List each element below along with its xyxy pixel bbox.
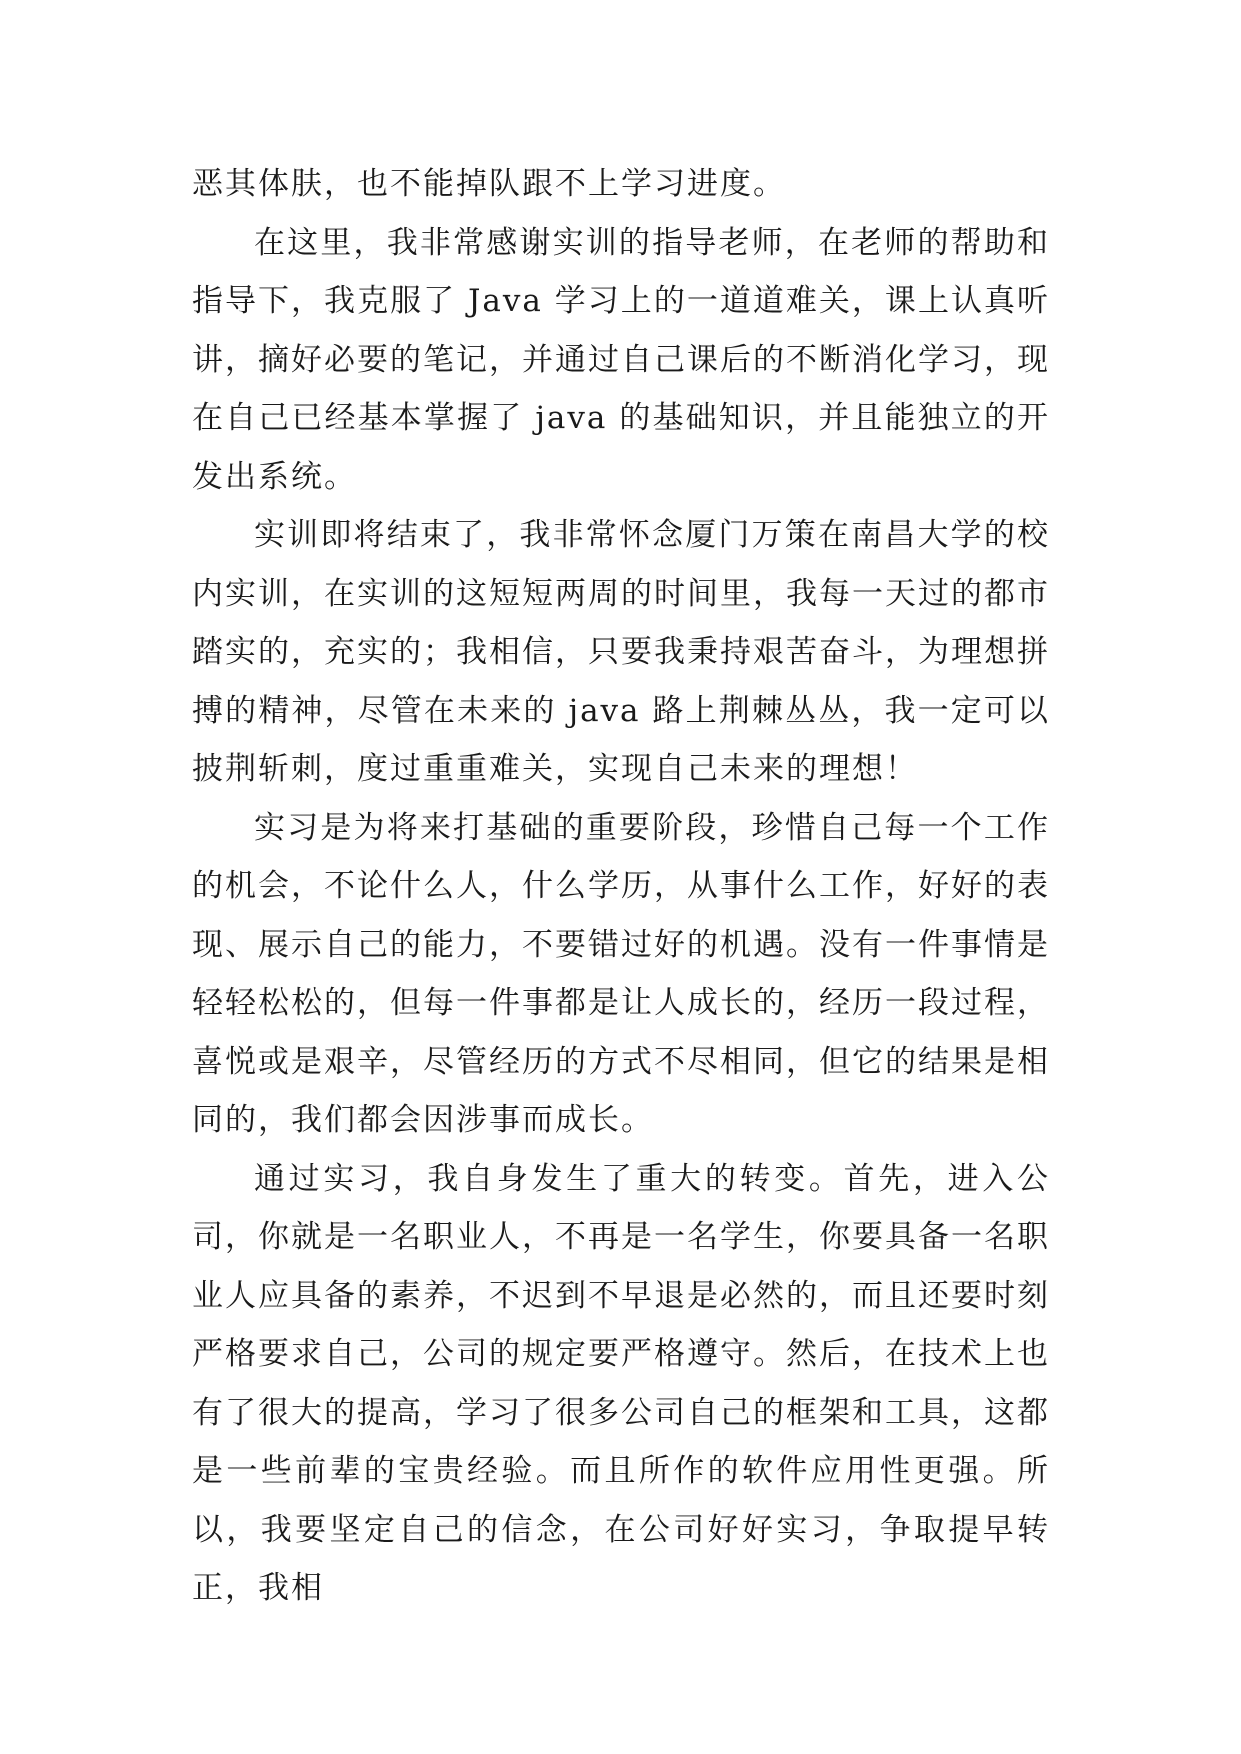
paragraph: 实习是为将来打基础的重要阶段，珍惜自己每一个工作的机会，不论什么人，什么学历，从事什么工作，好好的表现、展示自己的能力，不要错过好的机遇。没有一件事情是轻轻松松的，但每一件事都是让人成长的，经历一段过程，喜悦或是艰辛，尽管经历的方式不尽相同，但它的结果是相同的，我们都会因涉事而成长。 [192,809,1050,1138]
paragraph: 在这里，我非常感谢实训的指导老师，在老师的帮助和指导下，我克服了 Java 学习上的一道道难关，课上认真听讲，摘好必要的笔记，并通过自己课后的不断消化学习，现在自己已经基本掌握了 java 的基础知识，并且能独立的开发出系统。 [192,224,1050,495]
paragraph: 实训即将结束了，我非常怀念厦门万策在南昌大学的校内实训，在实训的这短短两周的时间里，我每一天过的都市踏实的，充实的；我相信，只要我秉持艰苦奋斗，为理想拼搏的精神，尽管在未来的 java 路上荆棘丛丛，我一定可以披荆斩刺，度过重重难关，实现自己未来的理想！ [192,517,1050,787]
document-body [192,155,1050,1618]
paragraph-continuation: 恶其体肤，也不能掉队跟不上学习进度。 [192,166,786,202]
paragraph: 通过实习，我自身发生了重大的转变。首先，进入公司，你就是一名职业人，不再是一名学生，你要具备一名职业人应具备的素养，不迟到不早退是必然的，而且还要时刻严格要求自己，公司的规定要严格遵守。然后，在技术上也有了很大的提高，学习了很多公司自己的框架和工具，这都是一些前辈的宝贵经验。而且所作的软件应用性更强。所以，我要坚定自己的信念，在公司好好实习，争取提早转正，我相 [192,1160,1050,1606]
